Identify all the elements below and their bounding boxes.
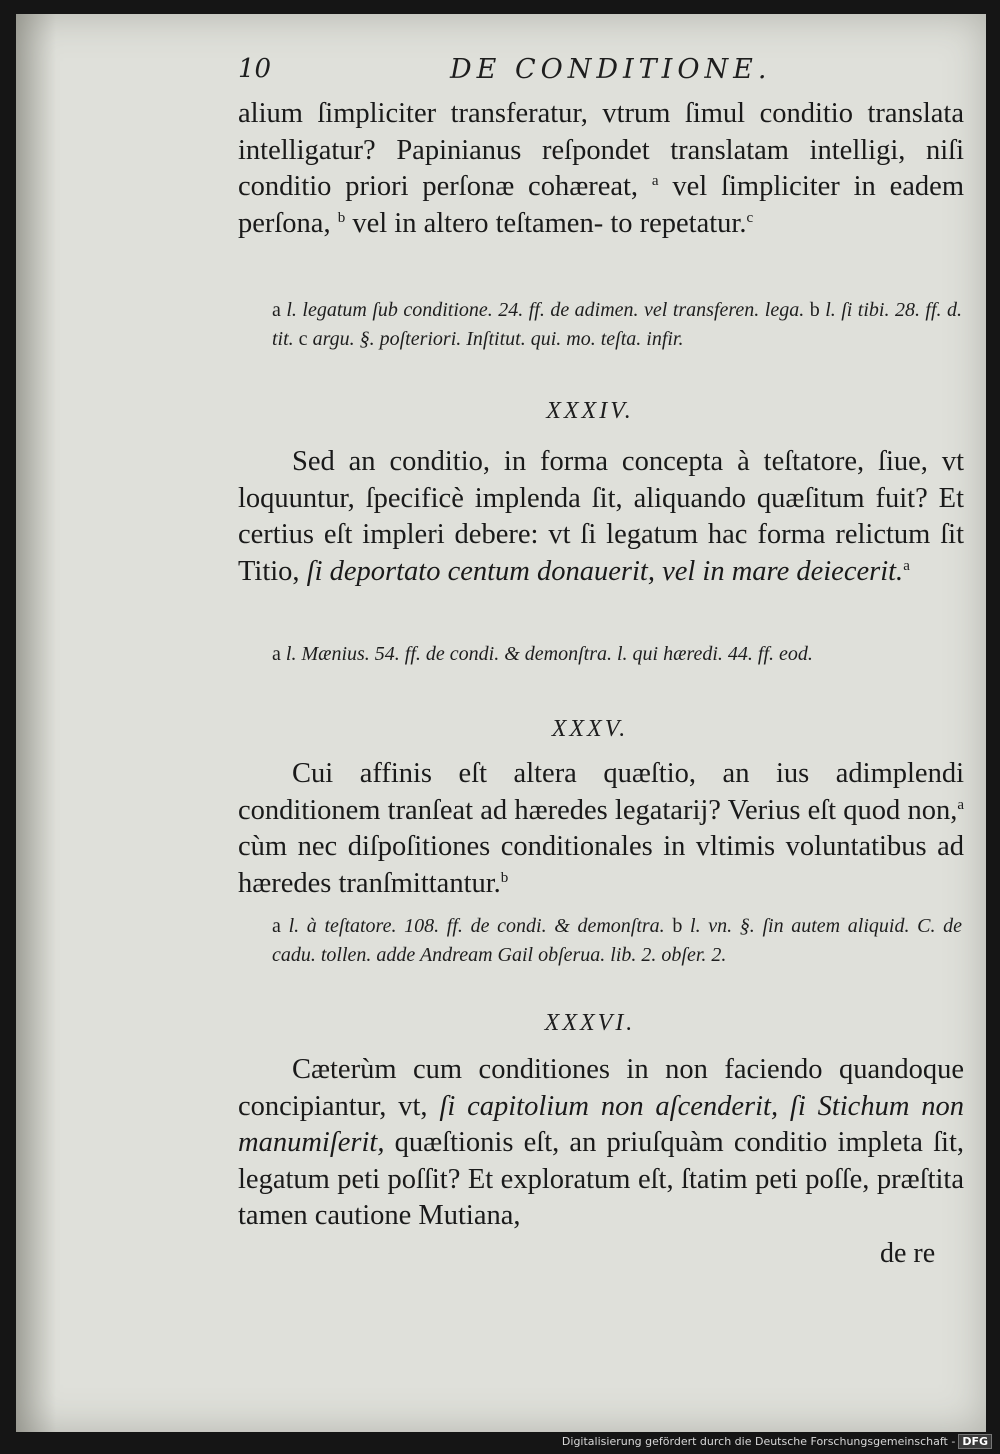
marginal-note-3	[272, 912, 962, 970]
note-text: l. à teſtatore. 108. ff. de condi. & demonſtra.	[288, 915, 665, 937]
running-title: DE CONDITIONE.	[450, 54, 772, 85]
note-text: argu. §. poſteriori. Inſtitut. qui. mo. teſta. infir.	[312, 328, 684, 350]
italic-quote: ſi deportato centum donauerit, vel in mare deiecerit.	[306, 555, 904, 587]
note-text: l. legatum ſub conditione. 24. ff. de adimen. vel transferen. lega.	[286, 299, 805, 321]
footnote-ref: b	[500, 869, 509, 886]
digitization-credit	[562, 1434, 992, 1449]
text-line: translata intelligatur? Papinianus reſpondet translatam	[238, 98, 965, 166]
paragraph-1	[238, 96, 964, 242]
note-letter: c	[298, 328, 308, 350]
note-letter: b	[809, 299, 820, 321]
text-line: ſimpliciter in eadem perſona,	[238, 171, 965, 239]
paragraph-3	[238, 756, 964, 902]
credit-text: Digitalisierung gefördert durch die Deutsche Forschungsgemeinschaft -	[561, 1435, 956, 1448]
text-line: vel	[672, 171, 708, 202]
section-heading: XXXV.	[551, 716, 629, 742]
note-text: l. Mænius. 54. ff. de condi. & demonſtra. l. qui hæredi. 44. ff. eod.	[285, 643, 813, 665]
note-letter: a	[272, 643, 281, 665]
text-line: alium ſimpliciter transferatur, vtrum ſimul conditio	[238, 98, 853, 129]
note-text: l. vn. §. ſin autem aliquid. C. de cadu. tollen. adde Andream Gail obſerua. lib. 2. obſer. 2.	[272, 915, 963, 966]
footnote-ref: a	[651, 173, 659, 189]
catchword: de re	[880, 1238, 936, 1269]
paragraph-text: Cæterùm cum conditiones in non faciendo quandoque concipiantur, vt,	[238, 1054, 964, 1122]
footnote-ref: c	[746, 209, 754, 226]
paragraph-4	[238, 1052, 964, 1235]
marginal-note-1	[272, 296, 962, 354]
paragraph-2	[238, 444, 964, 590]
paragraph-text: Cui affinis eſt altera quæſtio, an ius adimplendi conditionem tranſeat ad hæredes legatarij? Verius eſt quod non,	[238, 758, 964, 826]
section-heading: XXXIV.	[546, 398, 634, 424]
footnote-ref: a	[903, 557, 910, 574]
page-number: 10	[238, 54, 272, 84]
italic-quote: ſi capitolium non aſcenderit, ſi Stichum non manumiſerit,	[238, 1090, 964, 1158]
dfg-logo: DFG	[958, 1434, 992, 1449]
text-line: to repetatur.	[610, 207, 747, 239]
paragraph-text: Sed an conditio, in forma concepta à teſtatore, ſiue, vt loquuntur, ſpecificè implenda ſit, aliquando quæſitum fuit? Et certius eſt impleri debere: vt ſi legatum hac forma relictum ſit Titio,	[238, 446, 964, 587]
note-letter: b	[672, 915, 683, 937]
text-line: vel in altero teſtamen-	[352, 207, 604, 239]
note-text: l. ſi tibi. 28. ff. d. tit.	[272, 299, 963, 350]
note-letter: a	[272, 299, 281, 321]
text-line: intelligi, niſi conditio priori perſonæ cohæreat,	[238, 134, 965, 202]
paragraph-text: quæſtionis eſt, an priuſquàm conditio impleta ſit, legatum peti poſſit? Et exploratum eſt, ſtatim peti poſſe, præſtita tamen cautione Mutiana,	[238, 1127, 965, 1231]
paragraph-text: cùm nec diſpoſitiones conditionales in vltimis voluntatibus ad hæredes tranſmittantur.	[238, 831, 964, 899]
footnote-ref: a	[957, 796, 964, 813]
footnote-ref: b	[337, 209, 346, 226]
note-letter: a	[272, 915, 281, 937]
marginal-note-2	[272, 640, 962, 669]
section-heading: XXXVI.	[544, 1010, 636, 1036]
